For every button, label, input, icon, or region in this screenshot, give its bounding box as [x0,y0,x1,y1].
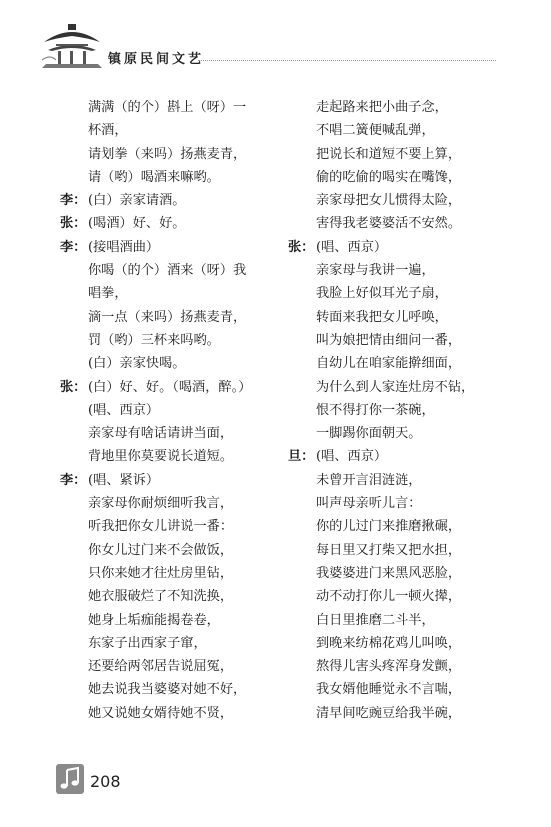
text-line: (白）亲家快喝。 [88,356,186,372]
right-column [288,96,503,725]
speaker-label: 张： [288,239,315,255]
music-note-icon [56,764,84,794]
text-line: 你女儿过门来不会做饭， [88,542,234,558]
text-line [60,212,275,235]
page-header [0,0,551,80]
text-line: 为什么到人家连灶房不钻， [316,379,475,395]
text-line: 熬得儿害头疼浑身发颤， [316,659,462,675]
text-line: 动不动打你儿一顿火撵， [316,589,462,605]
text-line [60,376,275,399]
text-line: 不唱二簧便喊乱弹， [316,123,435,139]
header-divider [198,60,496,61]
text-line: 转面来我把女儿呼唤， [316,309,448,325]
line-text: (白）好、好。（喝酒，醉。） [88,379,252,395]
text-line [288,445,503,468]
line-text: (接唱酒曲） [88,239,160,255]
speaker-label: 李： [60,239,87,255]
text-line [60,189,275,212]
text-line: 只你来她才往灶房里钻， [88,565,234,581]
text-line [60,469,275,492]
line-text: (白）亲家请酒。 [88,193,186,209]
text-line: 杯酒， [88,123,128,139]
text-line: 我脸上好似耳光子扇， [316,286,448,302]
text-line: 叫为娘把情由细问一番， [316,332,462,348]
text-line: 我婆婆进门来黑风恶脸， [316,565,462,581]
text-line: 每日里又打柴又把水担， [316,542,462,558]
text-line: 恨不得打你一茶碗， [316,402,435,418]
text-line: 请划拳（来吗）扬燕麦青， [88,146,247,162]
text-line: 亲家母你耐烦细听我言， [88,496,234,512]
text-line: (唱、西京） [88,402,160,418]
text-line: 背地里你莫要说长道短。 [88,449,234,465]
text-line: 到晚来纺棉花鸡儿叫唤， [316,635,462,651]
text-line: 你的儿过门来推磨揪碾， [316,519,462,535]
text-line: 走起路来把小曲子念， [316,100,448,115]
text-line: 还要给两邻居告说屈冤， [88,659,234,675]
text-line: 听我把你女儿讲说一番： [88,519,234,535]
text-line: 害得我老婆婆活不安然。 [316,216,462,232]
text-line: 我女婿他睡觉永不言喘， [316,682,462,698]
text-line: 她身上垢痂能揭卷卷， [88,612,220,628]
speaker-label: 旦： [288,449,315,465]
text-line: 罚（哟）三杯来吗哟。 [88,332,220,348]
text-line: 亲家母与我讲一遍， [316,263,435,279]
text-line: 请（哟）喝酒来嘛哟。 [88,169,220,185]
text-line: 她衣服破烂了不知洗换， [88,589,234,605]
text-line: 自幼儿在咱家能擀细面， [316,356,462,372]
text-line: 亲家母有啥话请讲当面， [88,426,234,442]
text-line [60,236,275,259]
text-line: 她又说她女婿待她不贤， [88,705,234,721]
text-line: 东家子出西家子窜， [88,635,207,651]
footer [56,764,84,798]
line-text: (喝酒）好、好。 [88,216,186,232]
speaker-label: 李： [60,193,87,209]
text-line [288,236,503,259]
text-line: 亲家母把女儿惯得太险， [316,193,462,209]
header-title: 镇原民间文艺 [108,52,205,67]
speaker-label: 李： [60,472,87,488]
line-text: (唱、西京） [316,239,388,255]
pavilion-icon [42,20,102,70]
text-line: 满满（的个）斟上（呀）一 [88,100,247,115]
left-column [60,96,275,725]
speaker-label: 张： [60,216,87,232]
text-line: 未曾开言泪涟涟， [316,472,422,488]
page-number: 208 [90,772,121,791]
text-line: 清早间吃豌豆给我半碗， [316,705,462,721]
speaker-label: 张： [60,379,87,395]
text-line: 把说长和道短不要上算， [316,146,462,162]
line-text: (唱、紧诉） [88,472,160,488]
text-line: 偷的吃偷的喝实在嘴馋， [316,169,462,185]
text-line: 她去说我当婆婆对她不好， [88,682,247,698]
text-line: 叫声母亲听儿言： [316,496,422,512]
text-line: 一脚踢你面朝天。 [316,426,422,442]
text-line: 滴一点（来吗）扬燕麦青， [88,309,247,325]
text-line: 你喝（的个）酒来（呀）我 [88,263,247,279]
line-text: (唱、西京） [316,449,388,465]
text-line: 唱拳， [88,286,128,302]
text-line: 白日里推磨二斗半， [316,612,435,628]
